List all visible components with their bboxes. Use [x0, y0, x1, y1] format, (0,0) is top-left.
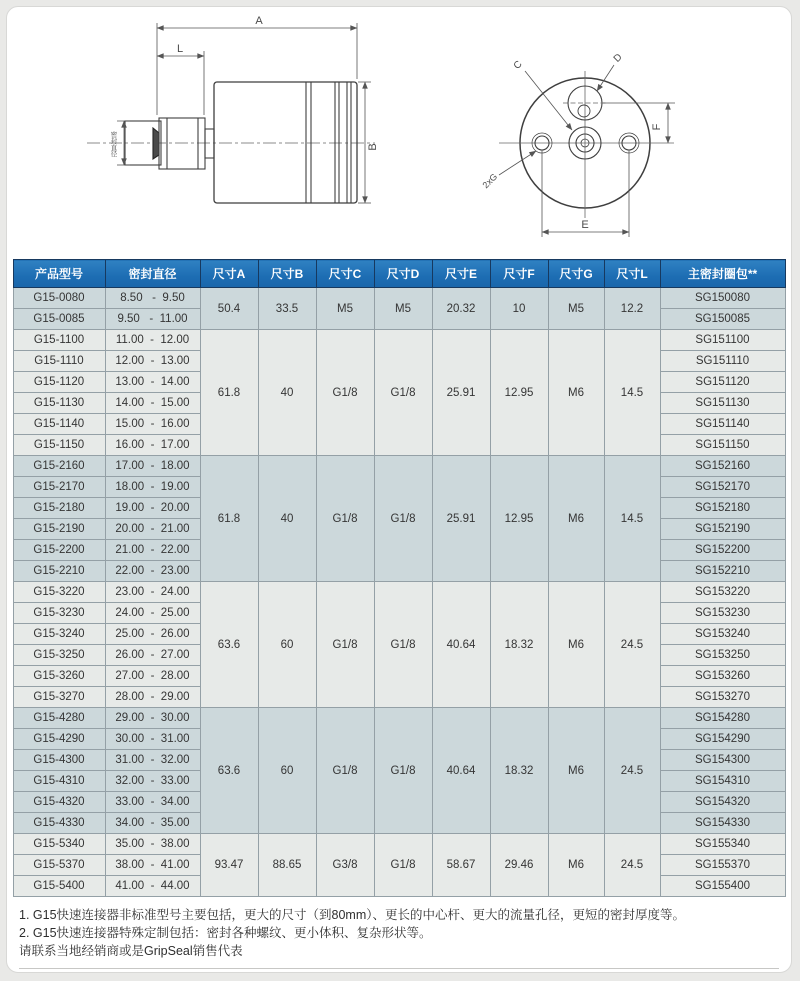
dimension-cell: 60: [258, 582, 316, 708]
seal-pack-cell: SG154310: [660, 771, 785, 792]
product-model-cell: G15-2200: [13, 540, 105, 561]
seal-pack-cell: SG151130: [660, 393, 785, 414]
column-header-8: 尺寸G: [548, 260, 604, 288]
seal-pack-cell: SG154330: [660, 813, 785, 834]
product-model-cell: G15-5400: [13, 876, 105, 897]
product-model-cell: G15-4310: [13, 771, 105, 792]
dimension-cell: 10: [490, 288, 548, 330]
product-model-cell: G15-3260: [13, 666, 105, 687]
seal-diameter-cell: 9.50 - 11.00: [105, 309, 200, 330]
dimension-cell: 29.46: [490, 834, 548, 897]
front-view-dimensions: [499, 65, 675, 237]
table-row: [13, 288, 785, 309]
dimension-cell: G1/8: [316, 582, 374, 708]
product-model-cell: G15-4280: [13, 708, 105, 729]
seal-diameter-cell: 26.00 - 27.00: [105, 645, 200, 666]
column-header-4: 尺寸C: [316, 260, 374, 288]
dimension-cell: 18.32: [490, 708, 548, 834]
seal-pack-cell: SG151150: [660, 435, 785, 456]
seal-diameter-cell: 35.00 - 38.00: [105, 834, 200, 855]
column-header-5: 尺寸D: [374, 260, 432, 288]
seal-pack-cell: SG151120: [660, 372, 785, 393]
seal-pack-cell: SG155400: [660, 876, 785, 897]
seal-pack-cell: SG152180: [660, 498, 785, 519]
dimension-cell: 63.6: [200, 708, 258, 834]
dimension-cell: 58.67: [432, 834, 490, 897]
dimension-cell: M6: [548, 834, 604, 897]
seal-diameter-cell: 16.00 - 17.00: [105, 435, 200, 456]
column-header-3: 尺寸B: [258, 260, 316, 288]
seal-pack-cell: SG150085: [660, 309, 785, 330]
dimension-cell: 40.64: [432, 582, 490, 708]
seal-diameter-cell: 25.00 - 26.00: [105, 624, 200, 645]
seal-diameter-cell: 29.00 - 30.00: [105, 708, 200, 729]
seal-diameter-cell: 33.00 - 34.00: [105, 792, 200, 813]
spec-table: [13, 259, 786, 897]
label-d: D: [611, 51, 625, 65]
dim-b-label: B: [367, 143, 379, 151]
column-header-6: 尺寸E: [432, 260, 490, 288]
product-model-cell: G15-3230: [13, 603, 105, 624]
product-model-cell: G15-1120: [13, 372, 105, 393]
seal-diameter-cell: 32.00 - 33.00: [105, 771, 200, 792]
label-c: C: [511, 58, 525, 72]
dimension-cell: M6: [548, 330, 604, 456]
seal-diameter-cell: 24.00 - 25.00: [105, 603, 200, 624]
dimension-cell: G1/8: [374, 330, 432, 456]
seal-pack-cell: SG153270: [660, 687, 785, 708]
seal-diameter-cell: 27.00 - 28.00: [105, 666, 200, 687]
product-model-cell: G15-4320: [13, 792, 105, 813]
seal-diameter-cell: 14.00 - 15.00: [105, 393, 200, 414]
seal-pack-cell: SG155340: [660, 834, 785, 855]
dimension-cell: G1/8: [316, 456, 374, 582]
product-model-cell: G15-4290: [13, 729, 105, 750]
seal-pack-cell: SG154280: [660, 708, 785, 729]
table-header-row: [13, 260, 785, 288]
product-model-cell: G15-1110: [13, 351, 105, 372]
product-model-cell: G15-5370: [13, 855, 105, 876]
seal-diameter-cell: 19.00 - 20.00: [105, 498, 200, 519]
seal-diameter-cell: 31.00 - 32.00: [105, 750, 200, 771]
seal-pack-cell: SG154300: [660, 750, 785, 771]
seal-diameter-cell: 15.00 - 16.00: [105, 414, 200, 435]
product-model-cell: G15-3250: [13, 645, 105, 666]
product-model-cell: G15-2190: [13, 519, 105, 540]
dimension-cell: 63.6: [200, 582, 258, 708]
dimension-cell: 14.5: [604, 456, 660, 582]
dimension-cell: 12.95: [490, 456, 548, 582]
dim-e-label: E: [581, 219, 589, 231]
table-row: [13, 330, 785, 351]
dimension-cell: 40: [258, 456, 316, 582]
seal-pack-cell: SG151110: [660, 351, 785, 372]
dim-f-label: F: [651, 123, 663, 131]
seal-diameter-cell: 17.00 - 18.00: [105, 456, 200, 477]
dimension-cell: M6: [548, 456, 604, 582]
seal-pack-cell: SG153230: [660, 603, 785, 624]
product-model-cell: G15-3220: [13, 582, 105, 603]
dimension-cell: G3/8: [316, 834, 374, 897]
label-2xg: 2xG: [480, 171, 500, 191]
dimension-cell: M5: [548, 288, 604, 330]
product-model-cell: G15-2170: [13, 477, 105, 498]
seal-pack-cell: SG152210: [660, 561, 785, 582]
seal-diameter-cell: 30.00 - 31.00: [105, 729, 200, 750]
product-model-cell: G15-2160: [13, 456, 105, 477]
seal-diameter-cell: 13.00 - 14.00: [105, 372, 200, 393]
dimension-cell: 25.91: [432, 456, 490, 582]
dimension-cell: 60: [258, 708, 316, 834]
dimension-cell: 61.8: [200, 456, 258, 582]
seal-diameter-cell: 22.00 - 23.00: [105, 561, 200, 582]
column-header-7: 尺寸F: [490, 260, 548, 288]
dimension-cell: 40.64: [432, 708, 490, 834]
column-header-1: 密封直径: [105, 260, 200, 288]
dimension-cell: 14.5: [604, 330, 660, 456]
product-model-cell: G15-3240: [13, 624, 105, 645]
dimension-cell: G1/8: [374, 708, 432, 834]
dimension-cell: 61.8: [200, 330, 258, 456]
seal-diameter-cell: 8.50 - 9.50: [105, 288, 200, 309]
seal-pack-cell: SG153260: [660, 666, 785, 687]
dimension-cell: M5: [316, 288, 374, 330]
seal-diameter-cell: 21.00 - 22.00: [105, 540, 200, 561]
seal-diameter-cell: 20.00 - 21.00: [105, 519, 200, 540]
dimension-cell: G1/8: [374, 456, 432, 582]
seal-pack-cell: SG150080: [660, 288, 785, 309]
dimension-cell: 24.5: [604, 582, 660, 708]
bottom-divider: [19, 968, 779, 969]
seal-pack-cell: SG151100: [660, 330, 785, 351]
dim-a-label: A: [255, 15, 263, 27]
seal-diameter-cell: 12.00 - 13.00: [105, 351, 200, 372]
dimension-cell: 24.5: [604, 834, 660, 897]
product-model-cell: G15-0085: [13, 309, 105, 330]
note-1: 1. G15快速连接器非标准型号主要包括，更大的尺寸（到80mm）、更长的中心杆、更大的流量孔径，更短的密封厚度等。: [19, 908, 686, 922]
dimension-cell: M5: [374, 288, 432, 330]
dimension-cell: M6: [548, 582, 604, 708]
column-header-10: 主密封圈包**: [660, 260, 785, 288]
product-model-cell: G15-1150: [13, 435, 105, 456]
table-row: [13, 582, 785, 603]
seal-diameter-cell: 41.00 - 44.00: [105, 876, 200, 897]
product-model-cell: G15-2210: [13, 561, 105, 582]
table-row: [13, 834, 785, 855]
seal-pack-cell: SG152170: [660, 477, 785, 498]
seal-diameter-cell: 11.00 - 12.00: [105, 330, 200, 351]
dimension-cell: G1/8: [316, 330, 374, 456]
column-header-2: 尺寸A: [200, 260, 258, 288]
note-2: 2. G15快速连接器特殊定制包括：密封各种螺纹、更小体积、复杂形状等。: [19, 926, 432, 940]
dimension-cell: G1/8: [374, 834, 432, 897]
technical-drawings: [7, 7, 792, 259]
product-model-cell: G15-0080: [13, 288, 105, 309]
seal-pack-cell: SG152190: [660, 519, 785, 540]
seal-pack-cell: SG154290: [660, 729, 785, 750]
front-view-drawing: [499, 71, 674, 218]
dimension-cell: 12.2: [604, 288, 660, 330]
seal-pack-cell: SG153220: [660, 582, 785, 603]
seal-pack-cell: SG154320: [660, 792, 785, 813]
product-model-cell: G15-2180: [13, 498, 105, 519]
column-header-9: 尺寸L: [604, 260, 660, 288]
dimension-cell: 20.32: [432, 288, 490, 330]
neck-outline: [205, 129, 214, 158]
dimension-cell: 93.47: [200, 834, 258, 897]
dimension-cell: 24.5: [604, 708, 660, 834]
footnotes: [19, 907, 781, 960]
column-header-0: 产品型号: [13, 260, 105, 288]
seal-diameter-cell: 34.00 - 35.00: [105, 813, 200, 834]
dimension-cell: G1/8: [316, 708, 374, 834]
dimension-cell: G1/8: [374, 582, 432, 708]
seal-shape: [153, 128, 159, 159]
product-model-cell: G15-4300: [13, 750, 105, 771]
dimension-cell: 12.95: [490, 330, 548, 456]
seal-pack-cell: SG152200: [660, 540, 785, 561]
table-row: [13, 456, 785, 477]
side-view-dimensions: [117, 23, 371, 203]
product-model-cell: G15-5340: [13, 834, 105, 855]
seal-pack-cell: SG151140: [660, 414, 785, 435]
seal-pack-cell: SG152160: [660, 456, 785, 477]
dimension-cell: 18.32: [490, 582, 548, 708]
product-model-cell: G15-1130: [13, 393, 105, 414]
seal-diameter-cell: 18.00 - 19.00: [105, 477, 200, 498]
dimension-cell: 88.65: [258, 834, 316, 897]
seal-pack-cell: SG153250: [660, 645, 785, 666]
note-contact: 请联系当地经销商或是GripSeal销售代表: [19, 944, 243, 958]
dimension-cell: M6: [548, 708, 604, 834]
table-row: [13, 708, 785, 729]
product-model-cell: G15-3270: [13, 687, 105, 708]
dimension-cell: 40: [258, 330, 316, 456]
dimension-cell: 25.91: [432, 330, 490, 456]
dim-l-label: L: [176, 43, 184, 55]
seal-diameter-cell: 28.00 - 29.00: [105, 687, 200, 708]
product-model-cell: G15-4330: [13, 813, 105, 834]
seal-pack-cell: SG155370: [660, 855, 785, 876]
seal-pack-cell: SG153240: [660, 624, 785, 645]
dimension-cell: 50.4: [200, 288, 258, 330]
seal-diameter-cell: 38.00 - 41.00: [105, 855, 200, 876]
seal-diameter-label: 密封直径: [109, 131, 117, 157]
catalog-page: [6, 6, 792, 973]
dimension-cell: 33.5: [258, 288, 316, 330]
product-model-cell: G15-1100: [13, 330, 105, 351]
drawings-svg: [7, 7, 792, 259]
side-view-drawing: [87, 82, 375, 203]
product-model-cell: G15-1140: [13, 414, 105, 435]
seal-diameter-cell: 23.00 - 24.00: [105, 582, 200, 603]
